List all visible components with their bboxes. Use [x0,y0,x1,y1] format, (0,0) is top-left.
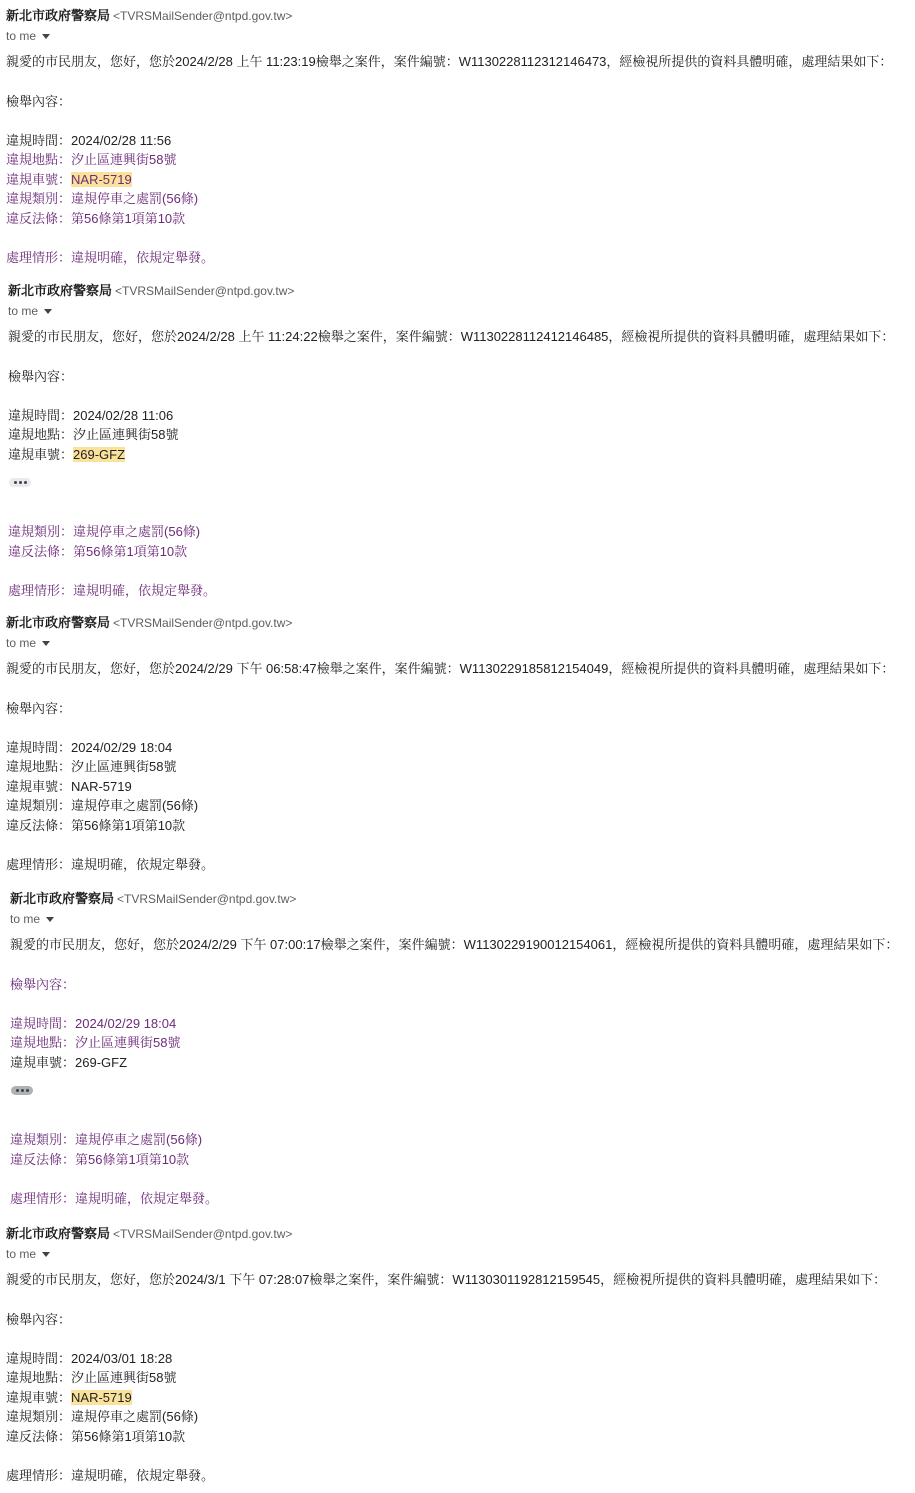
email-header [6,6,292,26]
field-label: 違反法條： [6,1429,72,1444]
field-label: 處理情形： [6,250,72,265]
field-label: 違規類別： [6,798,72,813]
violation-location [6,757,176,776]
field-value: 第56條第1項第10款 [71,211,186,226]
dot-icon [21,1089,24,1092]
violated-law[interactable] [6,209,185,228]
content-label: 檢舉內容： [6,701,72,716]
dot-icon [19,481,22,484]
field-label: 處理情形： [6,857,72,872]
sender-address: <TVRSMailSender@ntpd.gov.tw> [113,9,293,23]
violation-plate [6,1388,132,1407]
field-label: 違規車號： [10,1055,76,1070]
violated-law [6,816,185,835]
dot-icon [14,481,17,484]
field-value: 汐止區連興街58號 [73,427,179,442]
field-label: 違規類別： [6,1409,72,1424]
content-label[interactable]: 檢舉內容： [10,977,76,992]
sender-name[interactable]: 新北市政府警察局 [10,891,115,906]
violation-type [6,1407,198,1426]
email-header [6,613,292,633]
plate-value: 269-GFZ [73,447,126,462]
dot-icon [16,1089,19,1092]
field-value: 2024/02/28 11:06 [73,408,174,423]
field-label: 違規地點： [8,427,74,442]
violation-time [6,1349,172,1368]
field-label: 違規車號： [6,1390,72,1405]
violation-plate [6,777,132,796]
field-label: 違規車號： [8,447,74,462]
field-value: 汐止區連興街58號 [71,759,177,774]
field-value: 2024/02/29 18:04 [71,740,173,755]
field-value: 違規停車之處罰(56條) [71,191,199,206]
field-label: 違規地點： [6,152,72,167]
field-label: 違規時間： [6,1351,72,1366]
recipient-dropdown[interactable] [8,301,52,321]
field-value: 汐止區連興街58號 [71,1370,177,1385]
violation-type[interactable] [6,189,198,208]
field-label: 違規地點： [6,1370,72,1385]
field-label: 違規地點： [6,759,72,774]
processing-result[interactable] [10,1189,218,1208]
show-trimmed-content-button[interactable] [11,1086,33,1095]
sender-address: <TVRSMailSender@ntpd.gov.tw> [113,616,293,630]
processing-result[interactable] [6,248,214,267]
recipient-label: to me [8,304,39,318]
email-header [8,281,294,301]
field-value: 違規停車之處罰(56條) [71,798,199,813]
violation-location[interactable] [10,1033,180,1052]
dot-icon [24,481,27,484]
recipient-dropdown[interactable] [6,1244,50,1264]
violation-location[interactable] [6,150,176,169]
violated-law[interactable] [8,542,187,561]
greeting-text: 親愛的市民朋友，您好，您於2024/3/1 下午 07:28:07檢舉之案件，案件編號：W1130301192812159545，經檢視所提供的資料具體明確，處理結果如下： [6,1272,887,1287]
field-value: 違規明確，依規定舉發。 [71,857,215,872]
recipient-label: to me [10,912,41,926]
plate-value: NAR-5719 [71,172,132,187]
violation-plate [8,445,125,464]
field-label: 違規車號： [6,172,72,187]
plate-value: NAR-5719 [71,1390,132,1405]
violated-law[interactable] [10,1150,189,1169]
chevron-down-icon[interactable] [42,34,50,39]
violation-time [8,406,173,425]
content-label: 檢舉內容： [6,1312,72,1327]
processing-result [6,1466,214,1485]
field-label: 違反法條： [10,1152,76,1167]
field-label: 違規時間： [6,740,72,755]
sender-address: <TVRSMailSender@ntpd.gov.tw> [117,892,297,906]
field-value: 2024/02/28 11:56 [71,133,172,148]
violation-time [6,131,171,150]
field-label: 處理情形： [6,1468,72,1483]
violation-location [8,425,178,444]
sender-name[interactable]: 新北市政府警察局 [6,615,111,630]
field-label: 違規時間： [10,1016,76,1031]
greeting-text: 親愛的市民朋友，您好，您於2024/2/29 下午 07:00:17檢舉之案件，案件編號：W1130229190012154061，經檢視所提供的資料具體明確，處理結果如下： [10,937,899,952]
violation-plate[interactable] [6,170,132,189]
show-trimmed-content-button[interactable] [9,478,31,487]
processing-result[interactable] [8,581,216,600]
field-value: 汐止區連興街58號 [75,1035,181,1050]
violation-type[interactable] [10,1130,202,1149]
violation-type[interactable] [8,522,200,541]
recipient-label: to me [6,1247,37,1261]
violation-location [6,1368,176,1387]
greeting-text: 親愛的市民朋友，您好，您於2024/2/28 上午 11:23:19檢舉之案件，案件編號：W1130228112312146473，經檢視所提供的資料具體明確，處理結果如下： [6,54,893,69]
field-value: 第56條第1項第10款 [75,1152,190,1167]
dot-icon [26,1089,29,1092]
violation-type [6,796,198,815]
field-value: 違規明確，依規定舉發。 [71,1468,215,1483]
plate-value: 269-GFZ [75,1055,128,1070]
field-label: 違規類別： [6,191,72,206]
email-header [10,889,296,909]
content-label: 檢舉內容： [8,369,74,384]
field-value: 2024/02/29 18:04 [75,1016,177,1031]
recipient-dropdown[interactable] [6,26,50,46]
field-value: 違規明確，依規定舉發。 [71,250,215,265]
recipient-label: to me [6,636,37,650]
violation-plate [10,1053,127,1072]
field-value: 第56條第1項第10款 [73,544,188,559]
field-label: 違反法條： [8,544,74,559]
field-label: 處理情形： [8,583,74,598]
greeting-text: 親愛的市民朋友，您好，您於2024/2/28 上午 11:24:22檢舉之案件，案件編號：W1130228112412146485，經檢視所提供的資料具體明確，處理結果如下： [8,329,895,344]
recipient-dropdown[interactable] [6,633,50,653]
field-label: 違規時間： [8,408,74,423]
field-value: 違規停車之處罰(56條) [71,1409,199,1424]
violation-time [6,738,172,757]
plate-value: NAR-5719 [71,779,132,794]
processing-result [6,855,214,874]
field-value: 第56條第1項第10款 [71,818,186,833]
field-label: 違反法條： [6,211,72,226]
field-label: 違規時間： [6,133,72,148]
sender-address: <TVRSMailSender@ntpd.gov.tw> [115,284,295,298]
violation-time[interactable] [10,1014,176,1033]
field-value: 汐止區連興街58號 [71,152,177,167]
sender-name[interactable]: 新北市政府警察局 [6,8,111,23]
sender-name[interactable]: 新北市政府警察局 [6,1226,111,1241]
violated-law [6,1427,185,1446]
field-label: 違規地點： [10,1035,76,1050]
field-label: 違規車號： [6,779,72,794]
chevron-down-icon[interactable] [42,641,50,646]
field-label: 違規類別： [8,524,74,539]
field-value: 第56條第1項第10款 [71,1429,186,1444]
field-value: 違規明確，依規定舉發。 [73,583,217,598]
sender-name[interactable]: 新北市政府警察局 [8,283,113,298]
sender-address: <TVRSMailSender@ntpd.gov.tw> [113,1227,293,1241]
field-value: 違規停車之處罰(56條) [73,524,201,539]
field-label: 處理情形： [10,1191,76,1206]
chevron-down-icon[interactable] [42,1252,50,1257]
chevron-down-icon[interactable] [46,917,54,922]
field-value: 2024/03/01 18:28 [71,1351,173,1366]
field-value: 違規停車之處罰(56條) [75,1132,203,1147]
field-label: 違反法條： [6,818,72,833]
greeting-text: 親愛的市民朋友，您好，您於2024/2/29 下午 06:58:47檢舉之案件，案件編號：W1130229185812154049，經檢視所提供的資料具體明確，處理結果如下： [6,661,895,676]
recipient-label: to me [6,29,37,43]
field-value: 違規明確，依規定舉發。 [75,1191,219,1206]
chevron-down-icon[interactable] [44,309,52,314]
recipient-dropdown[interactable] [10,909,54,929]
email-header [6,1224,292,1244]
field-label: 違規類別： [10,1132,76,1147]
content-label: 檢舉內容： [6,94,72,109]
